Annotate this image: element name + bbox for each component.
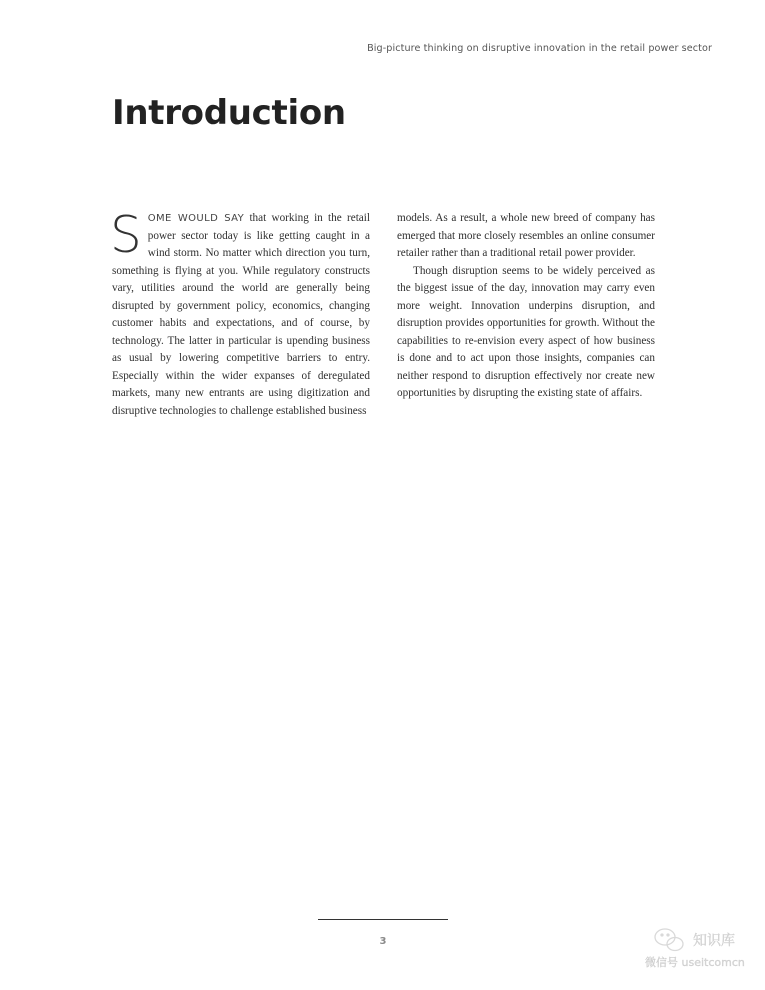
page-number: 3 xyxy=(379,936,387,947)
watermark xyxy=(645,924,755,972)
paragraph-text: that working in the retail power sector today is like getting caught in a wind storm. No matter which direction you turn, something is flying at you. While regulatory constructs vary, utilities around the world are generally being disrupted by government policy, economics, changing customer habits and expectations, and of course, by technology. The latter in particular is upending business as usual by lowering competitive barriers to entry. Especially within the wider expanses of deregulated markets, many new entrants are using digitization and disruptive technologies to challenge established business xyxy=(112,212,370,417)
wechat-icon xyxy=(655,929,683,951)
footer-rule xyxy=(318,919,448,920)
watermark-name: 知识库 xyxy=(693,933,735,949)
text-column-left xyxy=(110,206,370,420)
paragraph: models. As a result, a whole new breed of company has emerged that more closely resembles an online consumer retailer rather than a traditional retail power provider. xyxy=(397,212,655,259)
paragraph xyxy=(110,206,370,420)
lead-in: OME WOULD SAY xyxy=(147,213,245,224)
running-header: Big-picture thinking on disruptive innovation in the retail power sector xyxy=(367,43,712,54)
watermark-account: 微信号 useitcomcn xyxy=(645,956,745,969)
text-column-right xyxy=(397,210,655,403)
page-title: Introduction xyxy=(112,93,346,133)
paragraph: Though disruption seems to be widely perceived as the biggest issue of the day, innovation may carry even more weight. Innovation underpins disruption, and disruption provides opportunities for growth. Without the capabilities to re-envision every aspect of how business is done and to act upon those insights, companies can neither respond to disruption effectively nor create new opportunities by disrupting the existing state of affairs. xyxy=(397,264,655,399)
drop-cap: S xyxy=(110,206,142,264)
